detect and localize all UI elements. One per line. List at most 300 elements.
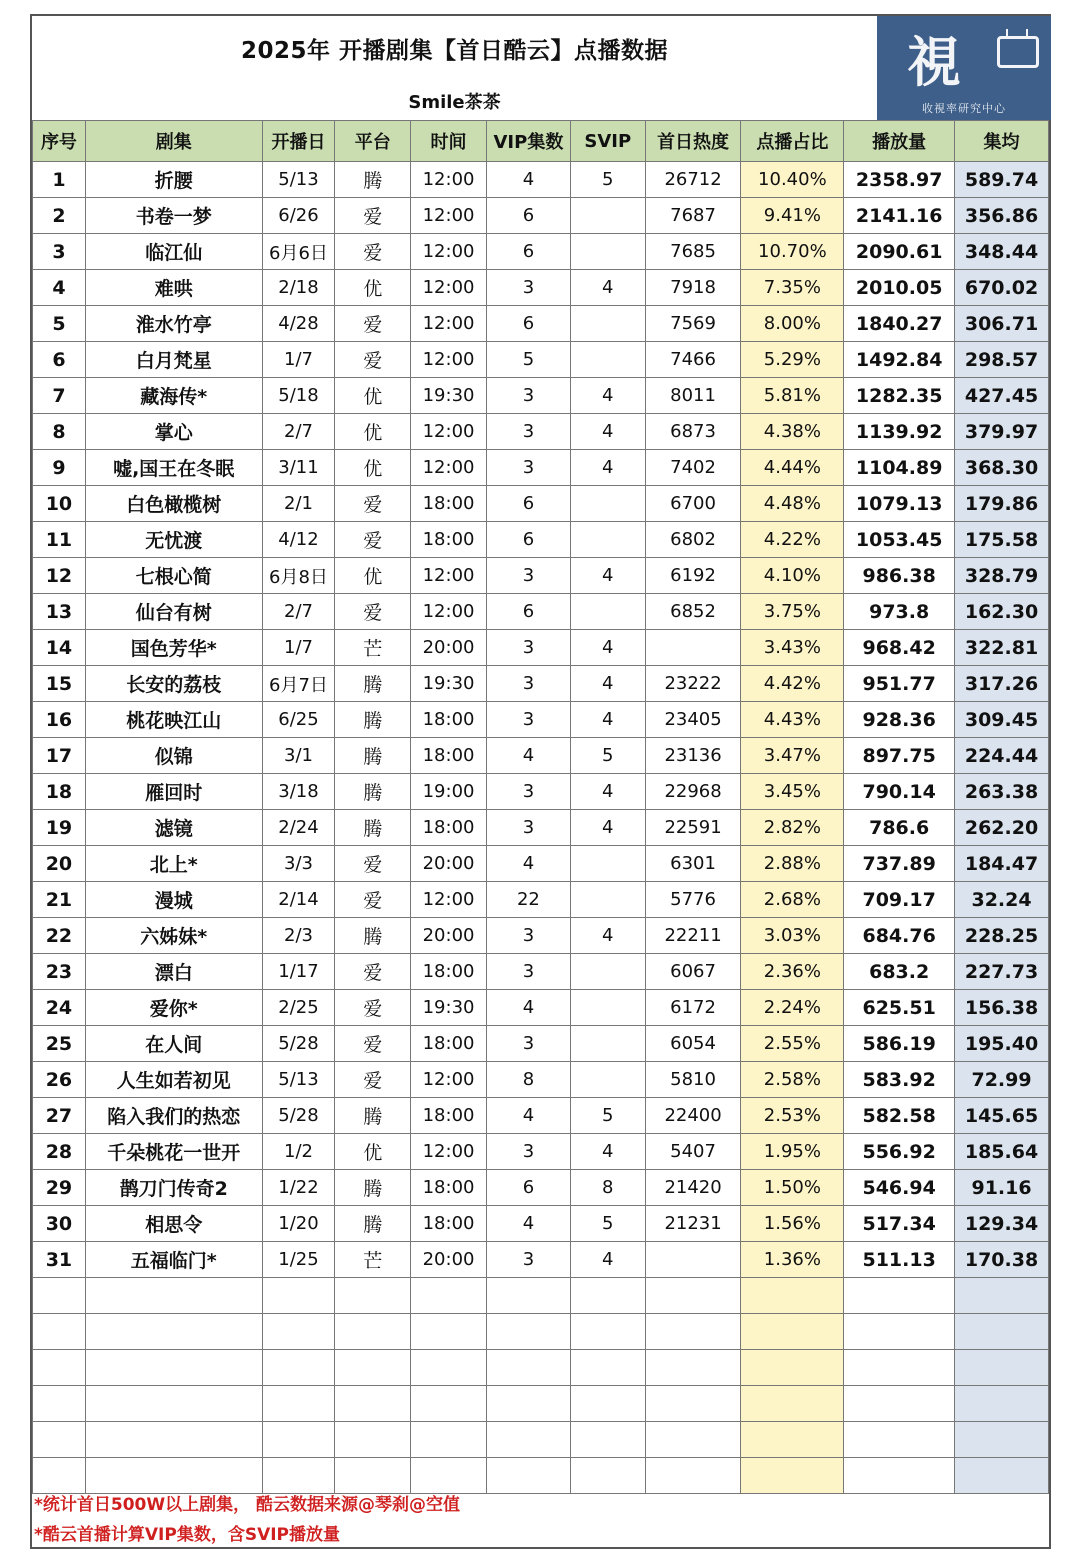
table-cell: 322.81 (955, 630, 1049, 666)
table-cell: 陷入我们的热恋 (85, 1098, 262, 1134)
empty-cell (486, 1314, 570, 1350)
table-row (33, 1098, 1049, 1134)
table-cell: 306.71 (955, 306, 1049, 342)
table-cell: 4 (570, 702, 645, 738)
table-row (33, 702, 1049, 738)
table-cell: 170.38 (955, 1242, 1049, 1278)
table-cell: 3.47% (741, 738, 844, 774)
empty-cell (645, 1314, 741, 1350)
tv-icon (997, 36, 1039, 68)
empty-cell (335, 1386, 411, 1422)
table-cell: 1139.92 (844, 414, 955, 450)
empty-cell (645, 1458, 741, 1494)
table-row (33, 774, 1049, 810)
table-cell: 五福临门* (85, 1242, 262, 1278)
table-cell (645, 630, 741, 666)
table-cell: 18:00 (411, 810, 487, 846)
table-cell: 爱 (335, 882, 411, 918)
table-cell: 4 (486, 1206, 570, 1242)
table-row (33, 630, 1049, 666)
table-row (33, 918, 1049, 954)
empty-cell (844, 1314, 955, 1350)
table-cell: 145.65 (955, 1098, 1049, 1134)
table-cell (570, 954, 645, 990)
column-header: 时间 (411, 121, 487, 162)
table-row (33, 162, 1049, 198)
table-row (33, 1026, 1049, 1062)
table-cell: 芒 (335, 1242, 411, 1278)
empty-cell (741, 1386, 844, 1422)
table-cell: 1.95% (741, 1134, 844, 1170)
empty-row (33, 1422, 1049, 1458)
table-cell: 10.70% (741, 234, 844, 270)
table-cell: 5407 (645, 1134, 741, 1170)
table-cell: 1 (33, 162, 86, 198)
table-cell: 589.74 (955, 162, 1049, 198)
table-cell: 似锦 (85, 738, 262, 774)
empty-cell (85, 1350, 262, 1386)
table-cell: 六姊妹* (85, 918, 262, 954)
table-cell: 4 (570, 270, 645, 306)
table-cell: 优 (335, 378, 411, 414)
table-cell: 3 (486, 1026, 570, 1062)
table-cell: 12:00 (411, 198, 487, 234)
table-cell: 1104.89 (844, 450, 955, 486)
table-cell: 爱 (335, 990, 411, 1026)
table-cell: 3 (486, 414, 570, 450)
table-cell: 18:00 (411, 702, 487, 738)
empty-cell (741, 1422, 844, 1458)
table-cell: 6852 (645, 594, 741, 630)
table-cell: 腾 (335, 1206, 411, 1242)
table-cell: 腾 (335, 1170, 411, 1206)
table-cell: 1.56% (741, 1206, 844, 1242)
empty-cell (335, 1458, 411, 1494)
table-cell: 9 (33, 450, 86, 486)
table-row (33, 306, 1049, 342)
table-cell: 227.73 (955, 954, 1049, 990)
table-cell (645, 1242, 741, 1278)
table-cell: 224.44 (955, 738, 1049, 774)
table-cell (570, 486, 645, 522)
table-cell: 2/7 (262, 594, 335, 630)
table-cell: 腾 (335, 1098, 411, 1134)
table-cell (570, 522, 645, 558)
empty-cell (335, 1278, 411, 1314)
table-cell: 5 (486, 342, 570, 378)
column-header: 平台 (335, 121, 411, 162)
table-cell: 8 (33, 414, 86, 450)
table-cell: 2/18 (262, 270, 335, 306)
table-cell: 32.24 (955, 882, 1049, 918)
tv-logo (877, 16, 1051, 120)
table-row (33, 738, 1049, 774)
table-cell: 北上* (85, 846, 262, 882)
table-cell: 21 (33, 882, 86, 918)
table-cell: 七根心简 (85, 558, 262, 594)
table-cell: 23136 (645, 738, 741, 774)
empty-row (33, 1278, 1049, 1314)
table-cell: 928.36 (844, 702, 955, 738)
empty-cell (955, 1386, 1049, 1422)
empty-row (33, 1350, 1049, 1386)
table-cell: 18:00 (411, 954, 487, 990)
table-cell: 684.76 (844, 918, 955, 954)
table-cell: 5776 (645, 882, 741, 918)
table-cell (570, 882, 645, 918)
table-cell: 腾 (335, 774, 411, 810)
table-cell: 2 (33, 198, 86, 234)
empty-cell (570, 1314, 645, 1350)
table-cell: 3 (33, 234, 86, 270)
empty-cell (570, 1350, 645, 1386)
table-cell: 2.58% (741, 1062, 844, 1098)
table-cell: 2/3 (262, 918, 335, 954)
table-cell: 19 (33, 810, 86, 846)
table-cell: 4 (570, 918, 645, 954)
empty-cell (486, 1278, 570, 1314)
table-cell: 3 (486, 666, 570, 702)
table-cell: 6172 (645, 990, 741, 1026)
table-cell: 优 (335, 450, 411, 486)
empty-cell (955, 1422, 1049, 1458)
table-cell: 670.02 (955, 270, 1049, 306)
table-cell: 737.89 (844, 846, 955, 882)
table-cell: 18:00 (411, 738, 487, 774)
table-row (33, 414, 1049, 450)
table-cell: 12:00 (411, 270, 487, 306)
table-cell: 书卷一梦 (85, 198, 262, 234)
table-cell: 2141.16 (844, 198, 955, 234)
table-cell: 4/28 (262, 306, 335, 342)
table-cell: 爱 (335, 522, 411, 558)
table-cell: 4.48% (741, 486, 844, 522)
table-cell: 2.53% (741, 1098, 844, 1134)
table-cell: 1/2 (262, 1134, 335, 1170)
table-cell: 709.17 (844, 882, 955, 918)
empty-cell (262, 1458, 335, 1494)
table-cell: 6067 (645, 954, 741, 990)
empty-cell (955, 1278, 1049, 1314)
table-cell: 6802 (645, 522, 741, 558)
table-cell: 4 (570, 810, 645, 846)
table-cell: 4.38% (741, 414, 844, 450)
table-cell: 91.16 (955, 1170, 1049, 1206)
table-cell: 芒 (335, 630, 411, 666)
table-cell: 白色橄榄树 (85, 486, 262, 522)
table-row (33, 522, 1049, 558)
table-cell: 优 (335, 414, 411, 450)
table-cell: 683.2 (844, 954, 955, 990)
table-cell: 5810 (645, 1062, 741, 1098)
table-row (33, 1062, 1049, 1098)
table-cell: 5 (570, 1206, 645, 1242)
table-cell: 6192 (645, 558, 741, 594)
table-cell: 3 (486, 810, 570, 846)
table-cell: 625.51 (844, 990, 955, 1026)
table-cell: 12:00 (411, 558, 487, 594)
table-row (33, 1242, 1049, 1278)
table-cell: 7 (33, 378, 86, 414)
table-cell: 1840.27 (844, 306, 955, 342)
table-cell: 4 (570, 558, 645, 594)
empty-cell (741, 1314, 844, 1350)
table-cell: 爱 (335, 594, 411, 630)
table-cell: 556.92 (844, 1134, 955, 1170)
empty-cell (645, 1386, 741, 1422)
empty-cell (262, 1386, 335, 1422)
table-cell: 3/11 (262, 450, 335, 486)
table-cell: 973.8 (844, 594, 955, 630)
table-cell: 6301 (645, 846, 741, 882)
empty-cell (486, 1350, 570, 1386)
empty-cell (33, 1422, 86, 1458)
table-cell (570, 846, 645, 882)
table-cell: 986.38 (844, 558, 955, 594)
table-cell: 23222 (645, 666, 741, 702)
table-cell: 6700 (645, 486, 741, 522)
table-cell: 掌心 (85, 414, 262, 450)
empty-cell (570, 1386, 645, 1422)
table-cell: 无忧渡 (85, 522, 262, 558)
table-cell: 12:00 (411, 594, 487, 630)
table-cell: 1/25 (262, 1242, 335, 1278)
table-cell: 4 (570, 774, 645, 810)
table-cell: 3 (486, 702, 570, 738)
footnotes (32, 1490, 1051, 1550)
empty-cell (844, 1422, 955, 1458)
column-header: 播放量 (844, 121, 955, 162)
table-row (33, 198, 1049, 234)
table-cell: 5 (570, 162, 645, 198)
empty-cell (411, 1386, 487, 1422)
table-cell: 5 (570, 738, 645, 774)
table-cell: 16 (33, 702, 86, 738)
table-cell: 18:00 (411, 1098, 487, 1134)
table-cell: 1282.35 (844, 378, 955, 414)
table-cell: 4 (486, 738, 570, 774)
table-cell: 1/7 (262, 630, 335, 666)
table-cell: 1.36% (741, 1242, 844, 1278)
table-cell: 21231 (645, 1206, 741, 1242)
table-cell: 鹊刀门传奇2 (85, 1170, 262, 1206)
table-cell: 20:00 (411, 846, 487, 882)
table-row (33, 270, 1049, 306)
table-cell: 12:00 (411, 306, 487, 342)
column-header: 开播日 (262, 121, 335, 162)
table-row (33, 1206, 1049, 1242)
empty-cell (262, 1422, 335, 1458)
table-cell: 22400 (645, 1098, 741, 1134)
table-cell: 腾 (335, 738, 411, 774)
table-cell (570, 594, 645, 630)
empty-cell (262, 1350, 335, 1386)
table-cell: 腾 (335, 810, 411, 846)
table-cell: 348.44 (955, 234, 1049, 270)
table-cell: 1/20 (262, 1206, 335, 1242)
table-cell: 爱 (335, 198, 411, 234)
table-cell: 3 (486, 918, 570, 954)
table-cell: 6月8日 (262, 558, 335, 594)
table-cell: 29 (33, 1170, 86, 1206)
table-cell: 298.57 (955, 342, 1049, 378)
table-row (33, 810, 1049, 846)
table-cell: 6 (486, 522, 570, 558)
empty-cell (33, 1458, 86, 1494)
table-cell: 12 (33, 558, 86, 594)
empty-cell (741, 1350, 844, 1386)
table-cell: 藏海传* (85, 378, 262, 414)
table-cell: 28 (33, 1134, 86, 1170)
table-cell: 在人间 (85, 1026, 262, 1062)
table-cell: 185.64 (955, 1134, 1049, 1170)
table-cell: 5 (570, 1098, 645, 1134)
table-cell: 12:00 (411, 882, 487, 918)
table-cell: 3.45% (741, 774, 844, 810)
table-cell: 897.75 (844, 738, 955, 774)
table-row (33, 558, 1049, 594)
table-cell: 优 (335, 270, 411, 306)
empty-row (33, 1386, 1049, 1422)
table-cell: 20 (33, 846, 86, 882)
footnote-1: *统计首日500W以上剧集， 酷云数据来源@琴刹@空值 (34, 1495, 461, 1515)
table-cell: 21420 (645, 1170, 741, 1206)
table-cell: 24 (33, 990, 86, 1026)
table-cell: 爱 (335, 954, 411, 990)
empty-cell (85, 1278, 262, 1314)
empty-cell (411, 1278, 487, 1314)
table-cell: 爱 (335, 306, 411, 342)
table-cell: 桃花映江山 (85, 702, 262, 738)
table-cell: 1/17 (262, 954, 335, 990)
table-cell: 4.42% (741, 666, 844, 702)
table-cell: 195.40 (955, 1026, 1049, 1062)
table-cell: 3 (486, 954, 570, 990)
column-header: 首日热度 (645, 121, 741, 162)
table-cell: 7685 (645, 234, 741, 270)
table-cell: 6/25 (262, 702, 335, 738)
table-cell: 嘘,国王在冬眠 (85, 450, 262, 486)
table-cell: 爱你* (85, 990, 262, 1026)
table-cell: 4 (486, 162, 570, 198)
empty-cell (570, 1422, 645, 1458)
table-row (33, 666, 1049, 702)
table-cell: 2.88% (741, 846, 844, 882)
empty-cell (262, 1278, 335, 1314)
table-cell: 19:30 (411, 990, 487, 1026)
table-cell: 折腰 (85, 162, 262, 198)
table-row (33, 378, 1049, 414)
table-cell: 582.58 (844, 1098, 955, 1134)
table-cell: 951.77 (844, 666, 955, 702)
empty-cell (262, 1314, 335, 1350)
table-header-row (33, 121, 1049, 162)
table-cell: 2.55% (741, 1026, 844, 1062)
table-cell: 25 (33, 1026, 86, 1062)
table-cell: 滤镜 (85, 810, 262, 846)
table-cell: 仙台有树 (85, 594, 262, 630)
logo-glyph: 視 (907, 30, 961, 94)
table-row (33, 594, 1049, 630)
empty-cell (741, 1278, 844, 1314)
table-cell: 4 (486, 990, 570, 1026)
table-row (33, 846, 1049, 882)
table-cell: 26 (33, 1062, 86, 1098)
empty-cell (741, 1458, 844, 1494)
empty-row (33, 1314, 1049, 1350)
table-cell: 3.43% (741, 630, 844, 666)
empty-cell (844, 1278, 955, 1314)
table-cell: 129.34 (955, 1206, 1049, 1242)
table-cell: 8 (570, 1170, 645, 1206)
table-cell (570, 234, 645, 270)
table-cell: 6 (486, 594, 570, 630)
table-cell: 72.99 (955, 1062, 1049, 1098)
table-cell: 6 (33, 342, 86, 378)
empty-cell (411, 1350, 487, 1386)
table-cell: 8.00% (741, 306, 844, 342)
table-cell: 2/24 (262, 810, 335, 846)
empty-cell (955, 1458, 1049, 1494)
table-cell: 6 (486, 486, 570, 522)
empty-row (33, 1458, 1049, 1494)
column-header: 集均 (955, 121, 1049, 162)
empty-cell (955, 1350, 1049, 1386)
logo-caption: 收視率研究中心 (922, 102, 1006, 115)
table-cell: 6 (486, 306, 570, 342)
table-cell: 相思令 (85, 1206, 262, 1242)
table-cell: 179.86 (955, 486, 1049, 522)
table-cell: 11 (33, 522, 86, 558)
table-cell: 漂白 (85, 954, 262, 990)
table-cell: 9.41% (741, 198, 844, 234)
table-cell: 20:00 (411, 918, 487, 954)
table-cell: 4 (570, 630, 645, 666)
table-cell: 2/1 (262, 486, 335, 522)
table-cell: 12:00 (411, 342, 487, 378)
table-cell: 5.29% (741, 342, 844, 378)
table-cell: 4 (570, 414, 645, 450)
table-cell: 5/13 (262, 162, 335, 198)
table-cell: 15 (33, 666, 86, 702)
table-cell: 184.47 (955, 846, 1049, 882)
table-cell: 30 (33, 1206, 86, 1242)
table-cell: 786.6 (844, 810, 955, 846)
table-cell: 1/7 (262, 342, 335, 378)
table-cell: 3/3 (262, 846, 335, 882)
table-body (33, 162, 1049, 1494)
table-cell: 10 (33, 486, 86, 522)
table-cell: 583.92 (844, 1062, 955, 1098)
table-cell: 5.81% (741, 378, 844, 414)
table-cell: 3 (486, 558, 570, 594)
table-cell: 临江仙 (85, 234, 262, 270)
table-cell: 18:00 (411, 1026, 487, 1062)
table-cell: 7569 (645, 306, 741, 342)
table-cell: 2358.97 (844, 162, 955, 198)
table-cell: 3 (486, 270, 570, 306)
table-cell (570, 1026, 645, 1062)
table-cell: 162.30 (955, 594, 1049, 630)
table-cell: 4 (570, 450, 645, 486)
empty-cell (844, 1386, 955, 1422)
table-cell: 5/28 (262, 1026, 335, 1062)
table-cell: 2.82% (741, 810, 844, 846)
table-cell: 4.44% (741, 450, 844, 486)
table-cell: 2090.61 (844, 234, 955, 270)
table-cell (570, 990, 645, 1026)
table-cell: 22211 (645, 918, 741, 954)
